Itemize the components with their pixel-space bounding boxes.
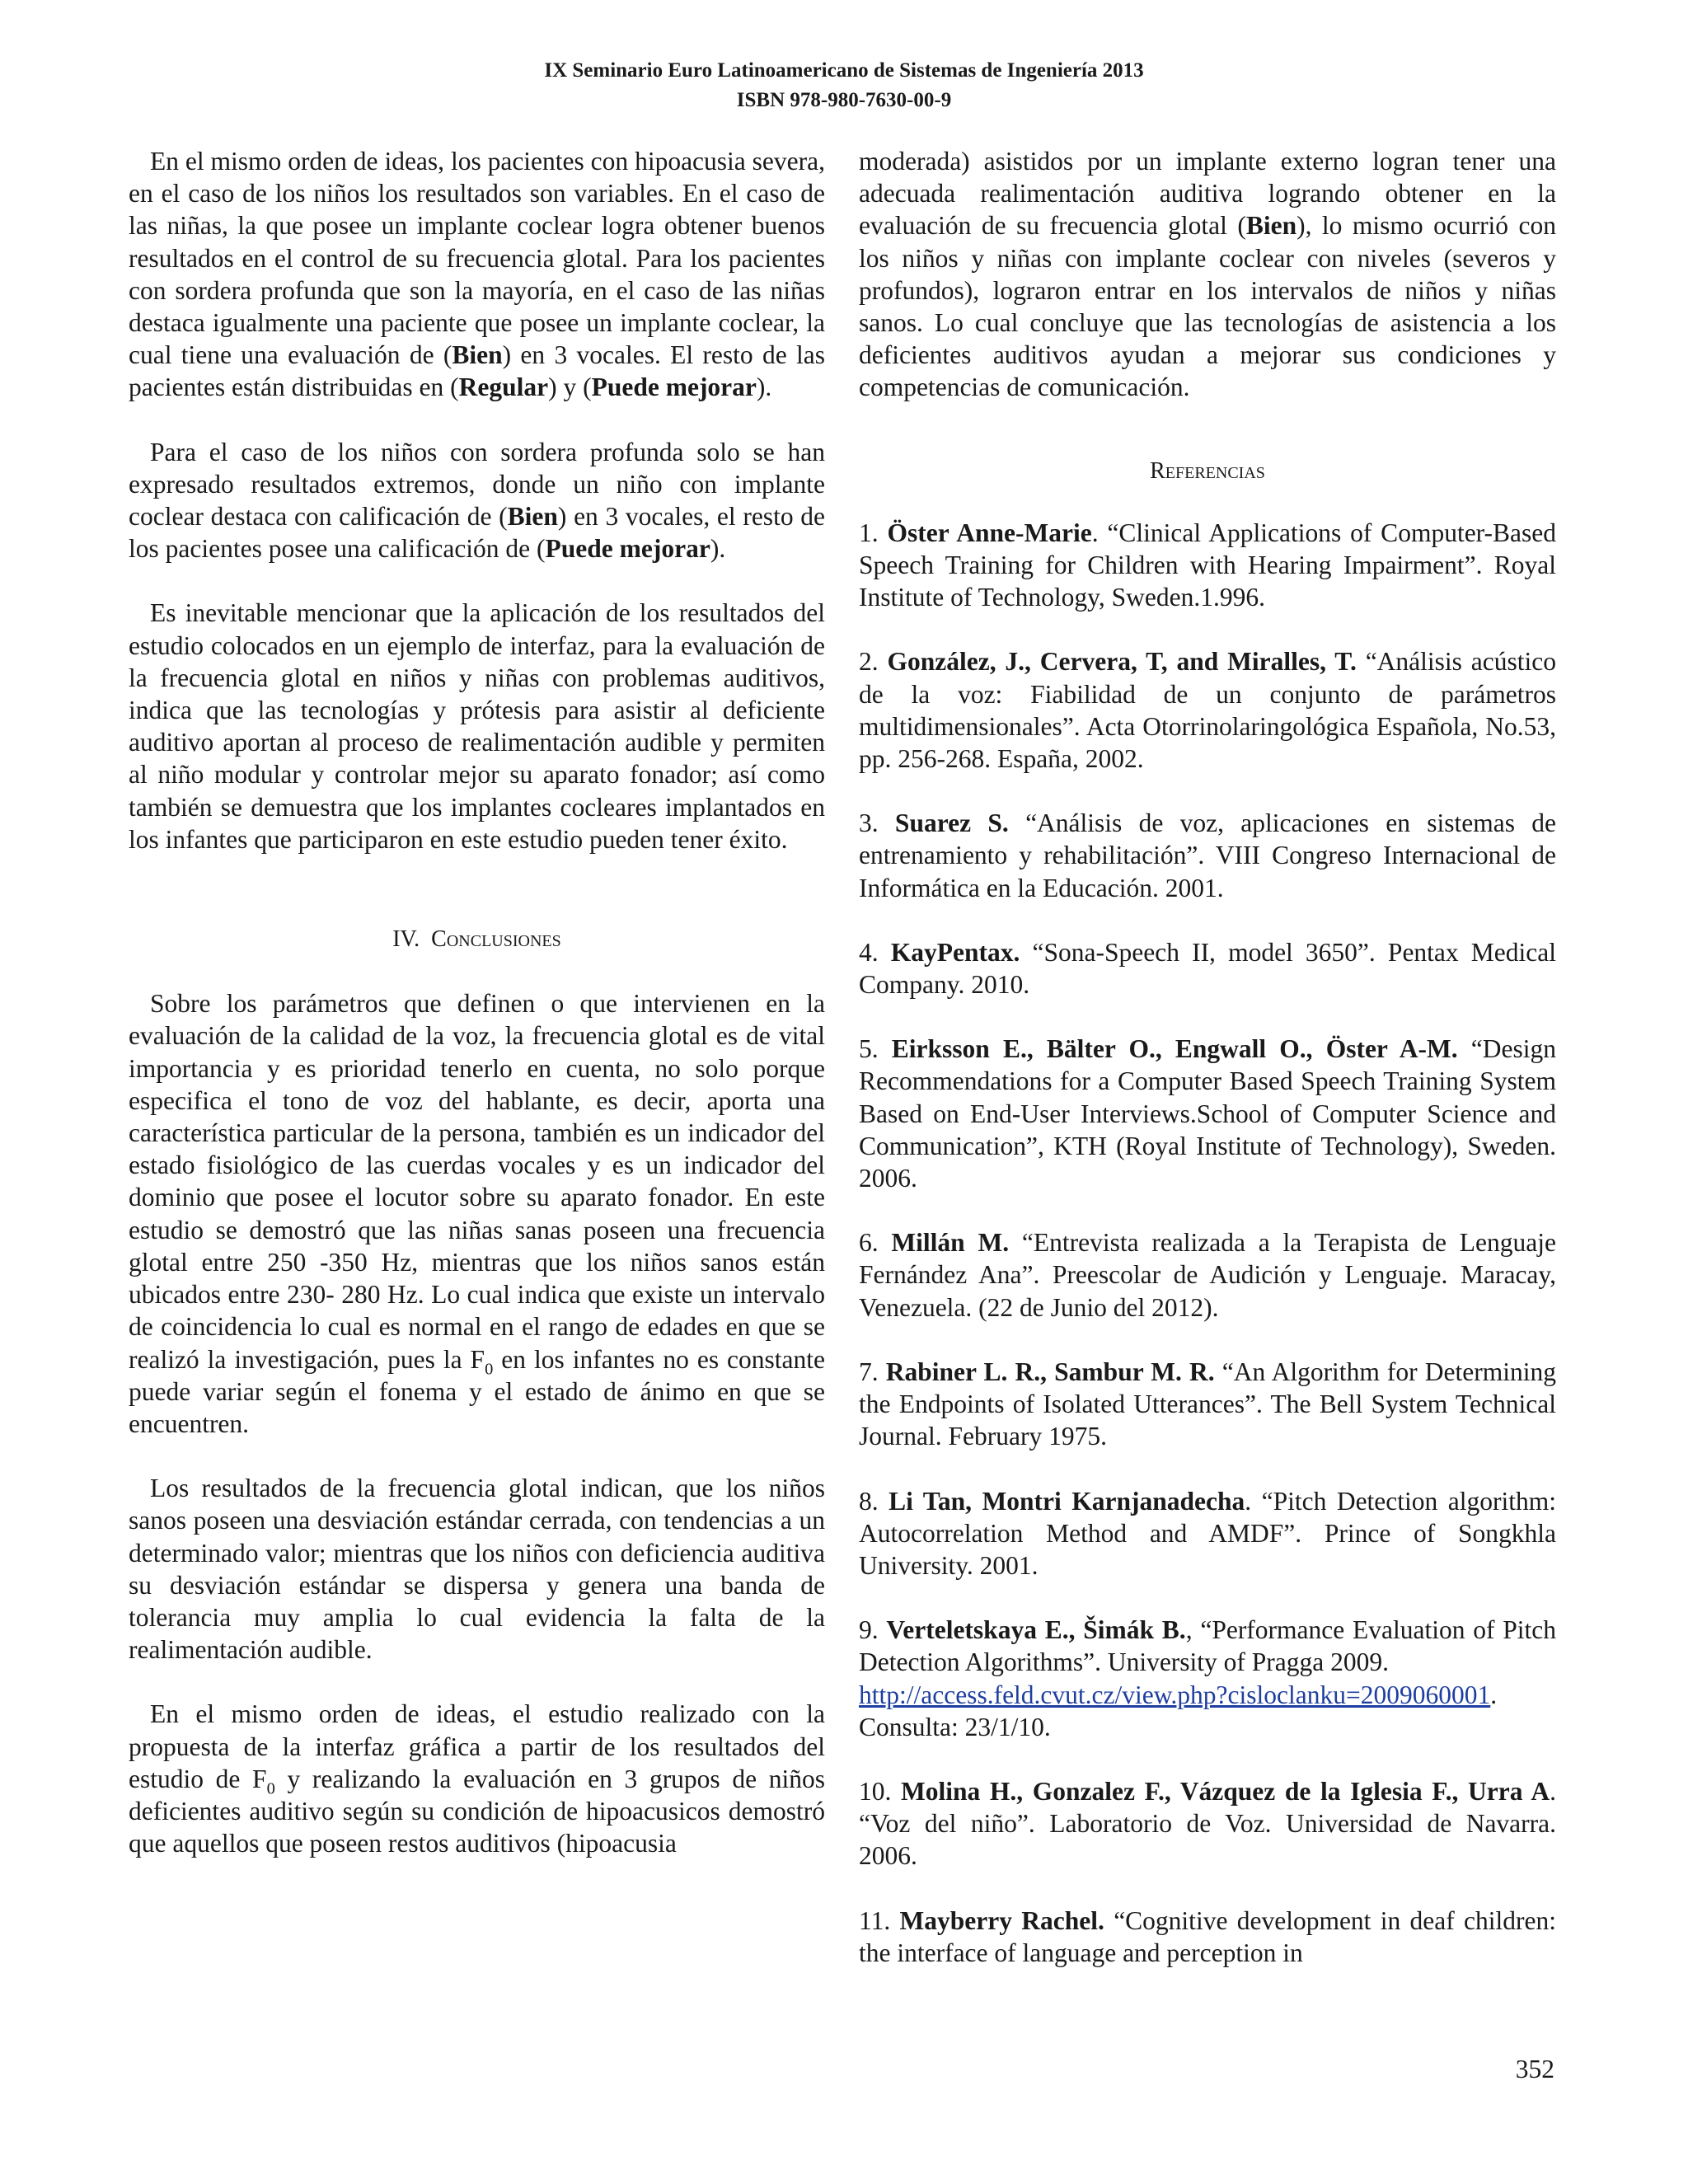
paragraph: Sobre los parámetros que definen o que intervienen en la evaluación de la calidad de la voz, la frecuencia glotal es de vital importancia y es prioridad tenerlo en cuenta, no solo porque especifica el tono de voz del hablante, es decir, aporta una característica particular de la persona, también es un indicador del estado fisiológico de las cuerdas vocales y es un indicador del dominio que posee el locutor sobre su aparato fonador. En este estudio se demostró que las niñas sanas poseen una frecuencia glotal entre 250 -350 Hz, mientras que los niños sanos están ubicados entre 230- 280 Hz. Lo cual indica que existe un intervalo de coincidencia lo cual es normal en el rango de edades en que se realizó la investigación, pues la $F_0$ en los infantes no es constante puede variar según el fonema y el estado de ánimo en que se encuentren. xyxy=(129,989,826,1438)
header-isbn: ISBN 978-980-7630-00-9 xyxy=(736,89,952,111)
reference-item: 6. Millán M. “Entrevista realizada a la Terapista de Lenguaje Fernández Ana”. Preescolar de Audición y Lenguaje. Maracay, Venezuela. (22 de Junio del 2012). xyxy=(859,1228,1556,1322)
reference-item: 5. Eirksson E., Bälter O., Engwall O., Öster A-M. “Design Recommendations for a Computer Based Speech Training System Based on End-User Interviews.School of Computer Science and Communication”, KTH (Royal Institute of Technology), Sweden. 2006. xyxy=(859,1034,1556,1193)
reference-item: 9. Verteletskaya E., Šimák B., “Performance Evaluation of Pitch Detection Algorithms”. University of Pragga 2009. http://access.feld.cvut.cz/view.php?cisloclanku=2009060001. Consulta: 23/1/10. xyxy=(859,1615,1556,1741)
left-column xyxy=(129,145,825,1859)
reference-item: 1. Öster Anne-Marie. “Clinical Applications of Computer-Based Speech Training for Children with Hearing Impairment”. Royal Institute of Technology, Sweden.1.996. xyxy=(859,518,1557,612)
running-header xyxy=(0,56,1688,115)
reference-item: 7. Rabiner L. R., Sambur M. R. “An Algorithm for Determining the Endpoints of Isolated Utterances”. The Bell System Technical Journal. February 1975. xyxy=(859,1357,1556,1451)
paragraph: Para el caso de los niños con sordera profunda solo se han expresado resultados extremos, donde un niño con implante coclear destaca con calificación de (Bien) en 3 vocales, el resto de los pacientes posee una calificación de (Puede mejorar). xyxy=(129,437,825,564)
references-heading: Referencias xyxy=(1150,457,1265,484)
paragraph: Es inevitable mencionar que la aplicación de los resultados del estudio colocados en un ejemplo de interfaz, para la evaluación de la frecuencia glotal en niños y niñas con problemas auditivos, indica que las tecnologías y prótesis para asistir al deficiente auditivo aportan al proceso de realimentación audible y permiten al niño modular y controlar mejor su aparato fonador; así como también se demuestra que los implantes cocleares implantados en los infantes que participaron en este estudio pueden tener éxito. xyxy=(129,598,825,854)
page-number: 352 xyxy=(1515,2055,1554,2083)
header-title: IX Seminario Euro Latinoamericano de Sistemas de Ingeniería 2013 xyxy=(544,59,1144,82)
paragraph: moderada) asistidos por un implante externo logran tener una adecuada realimentación auditiva logrando obtener en la evaluación de su frecuencia glotal (Bien), lo mismo ocurrió con los niños y niñas con implante coclear con niveles (severos y profundos), lograron entrar en los intervalos de niños y niñas sanos. Lo cual concluye que las tecnologías de asistencia a los deficientes auditivos ayudan a mejorar sus condiciones y competencias de comunicación. xyxy=(859,147,1557,402)
reference-item: 8. Li Tan, Montri Karnjanadecha. “Pitch Detection algorithm: Autocorrelation Method and AMDF”. Prince of Songkhla University. 2001. xyxy=(859,1486,1556,1580)
reference-item: 3. Suarez S. “Análisis de voz, aplicaciones en sistemas de entrenamiento y rehabilitación”. VIII Congreso Internacional de Informática en la Educación. 2001. xyxy=(859,808,1557,902)
reference-item: 10. Molina H., Gonzalez F., Vázquez de la Iglesia F., Urra A. “Voz del niño”. Laboratorio de Voz. Universidad de Navarra. 2006. xyxy=(859,1776,1557,1871)
right-column xyxy=(859,145,1556,1969)
section-heading: IV. Conclusiones xyxy=(392,926,561,953)
reference-item: 4. KayPentax. “Sona-Speech II, model 3650”. Pentax Medical Company. 2010. xyxy=(859,937,1556,1000)
paragraph: En el mismo orden de ideas, los pacientes con hipoacusia severa, en el caso de los niños los resultados son variables. En el caso de las niñas, la que posee un implante coclear logra obtener buenos resultados en el control de su frecuencia glotal. Para los pacientes con sordera profunda que son la mayoría, en el caso de las niñas destaca igualmente una paciente que posee un implante coclear, la cual tiene una evaluación de (Bien) en 3 vocales. El resto de las pacientes están distribuidas en (Regular) y (Puede mejorar). xyxy=(129,147,825,402)
paragraph: En el mismo orden de ideas, el estudio realizado con la propuesta de la interfaz gráfica a partir de los resultados del estudio de $F_0$ y realizando la evaluación en 3 grupos de niños deficientes auditivo según su condición de hipoacusicos demostró que aquellos que poseen restos auditivos (hipoacusia xyxy=(129,1699,825,1858)
reference-item: 11. Mayberry Rachel. “Cognitive development in deaf children: the interface of language and perception in xyxy=(859,1905,1556,1967)
reference-item: 2. González, J., Cervera, T, and Miralles, T. “Análisis acústico de la voz: Fiabilidad de un conjunto de parámetros multidimensionales”. Acta Otorrinolaringológica Española, No.53, pp. 256-268. España, 2002. xyxy=(859,647,1556,774)
references-list xyxy=(859,517,1556,1582)
paragraph: Los resultados de la frecuencia glotal indican, que los niños sanos poseen una desviación estándar cerrada, con tendencias a un determinado valor; mientras que los niños con deficiencia auditiva su desviación estándar se dispersa y genera una banda de tolerancia muy amplia lo cual evidencia la falta de la realimentación audible. xyxy=(129,1474,825,1665)
reference-link[interactable]: http://access.feld.cvut.cz/view.php?cisloclanku=2009060001 xyxy=(859,1680,1491,1709)
